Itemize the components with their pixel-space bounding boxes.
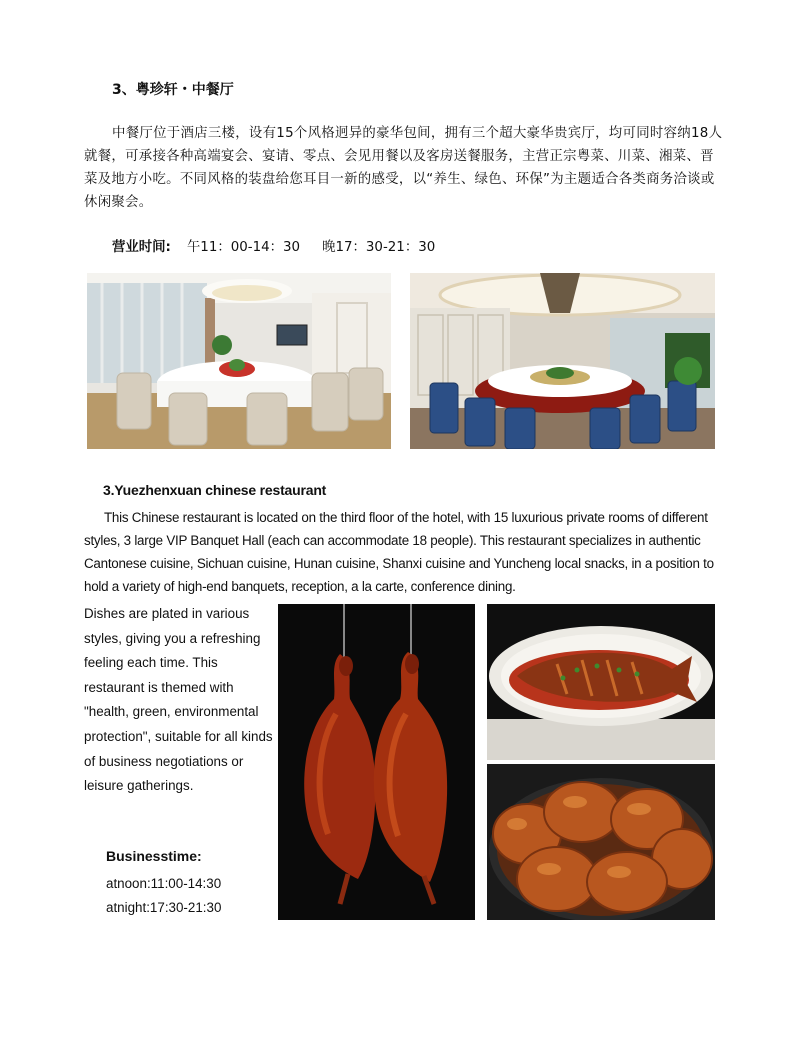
en-business-night: atnight:17:30-21:30 [106, 900, 222, 915]
photo-banquet-room-blue [410, 273, 715, 449]
photo-roast-duck [278, 604, 475, 920]
zh-hours-night: 晚17：30-21：30 [322, 240, 436, 255]
banquet-room-white-illustration [87, 273, 391, 449]
en-business-noon: atnoon:11:00-14:30 [106, 876, 222, 891]
en-description-text: This Chinese restaurant is located on the third floor of the hotel, with 15 luxurious private rooms of different styles, 3 large VIP Banquet Hall (each can accommodate 18 people). This restaurant specializes in authentic Cantonese cuisine, Sichuan cuisine, Hunan cuisine, Shanxi cuisine and Yuncheng local snacks, in a position to hold a variety of high-end banquets, reception, a la carte, conference dining. [84, 510, 714, 594]
photo-braised-trotters [487, 764, 715, 920]
zh-hours-noon: 午11：00-14：30 [186, 240, 301, 255]
en-section-title: 3.Yuezhenxuan chinese restaurant [103, 482, 327, 498]
braised-fish-illustration [487, 604, 715, 760]
braised-trotters-illustration [487, 764, 715, 920]
roast-duck-illustration [278, 604, 475, 920]
photo-banquet-room-white [87, 273, 391, 449]
en-business-title: Businesstime: [106, 848, 202, 864]
banquet-room-blue-illustration [410, 273, 715, 449]
photo-braised-fish [487, 604, 715, 760]
zh-hours-label: 营业时间: [112, 240, 171, 255]
zh-section-title: 3、粤珍轩・中餐厅 [112, 82, 234, 98]
zh-description-text: 中餐厅位于酒店三楼，设有15个风格迥异的豪华包间，拥有三个超大豪华贵宾厅，均可同时容纳18人就餐，可承接各种高端宴会、宴请、零点、会见用餐以及客房送餐服务，主营正宗粤菜、川菜、湘菜、晋菜及地方小吃。不同风格的装盘给您耳目一新的感受，以“养生、绿色、环保”为主题适合各类商务洽谈或休闲聚会。 [84, 126, 723, 210]
en-description [84, 506, 724, 598]
zh-business-hours [112, 236, 435, 255]
en-side-description: Dishes are plated in various styles, giving you a refreshing feeling each time. This restaurant is themed with "health, green, environmental protection", suitable for all kinds of business negotiations or leisure gatherings. [84, 606, 273, 794]
zh-description [84, 122, 724, 214]
